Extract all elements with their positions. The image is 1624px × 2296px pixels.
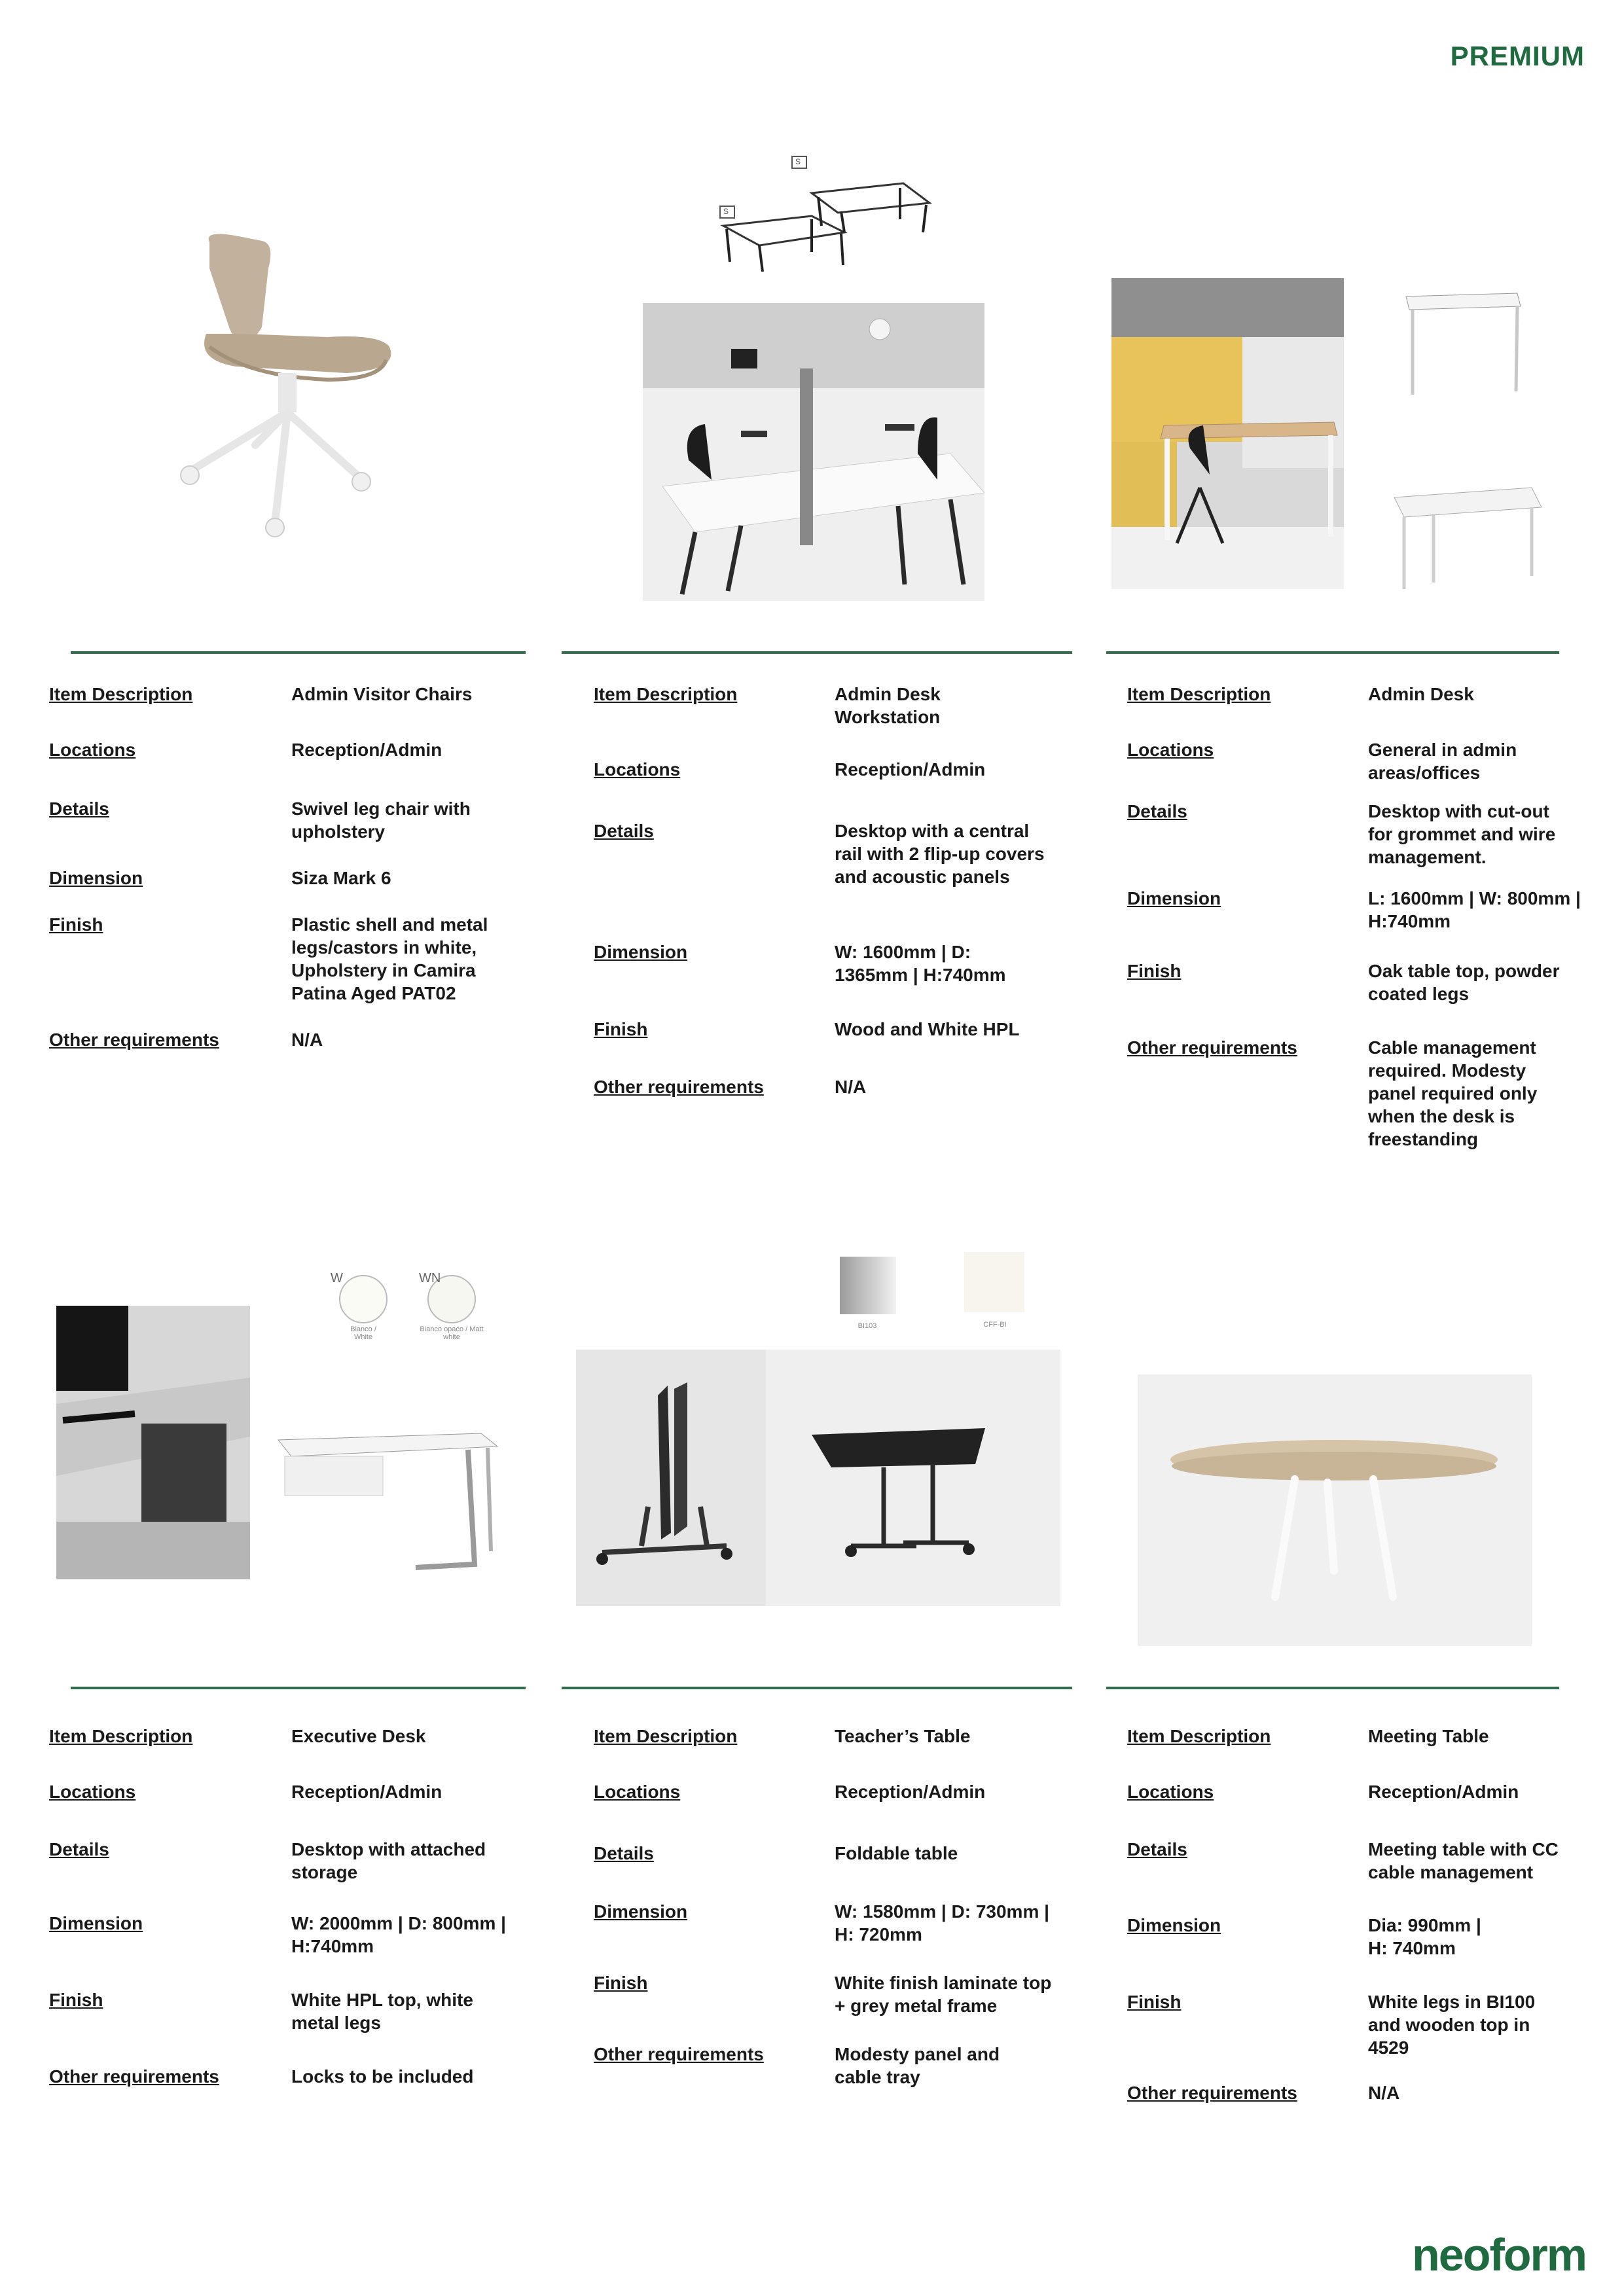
swatch-matt-white-code: WN — [419, 1271, 441, 1285]
finish-value: Oak table top, powder coated legs — [1368, 961, 1560, 1004]
finish-value: Wood and White HPL — [835, 1019, 1020, 1039]
swatch-bi103-label: BI103 — [857, 1322, 877, 1330]
label-other-requirements: Other requirements — [594, 1077, 764, 1097]
label-item-description: Item Description — [594, 1726, 738, 1746]
label-locations: Locations — [1127, 740, 1214, 760]
item-description-value: Teacher’s Table — [835, 1726, 971, 1746]
executive-desk-photo — [56, 1306, 250, 1579]
other-requirements-value: Cable management required. Modesty panel required only when the desk is freestanding — [1368, 1037, 1538, 1149]
item-description-value: Executive Desk — [291, 1726, 426, 1746]
label-item-description: Item Description — [1127, 1726, 1271, 1746]
diagram-label-b: S — [723, 207, 729, 216]
item-description-value: Admin Desk Workstation — [835, 684, 941, 727]
label-details: Details — [1127, 1839, 1187, 1859]
details-value: Swivel leg chair with upholstery — [291, 798, 471, 842]
locations-value: Reception/Admin — [291, 1782, 442, 1802]
locations-value: General in admin areas/offices — [1368, 740, 1517, 783]
label-locations: Locations — [1127, 1782, 1214, 1802]
swatch-cff-bi-label: CFF-BI — [983, 1321, 1007, 1329]
divider-2 — [562, 651, 1072, 654]
label-dimension: Dimension — [594, 942, 688, 962]
divider-3 — [1106, 651, 1559, 654]
other-requirements-value: N/A — [1368, 2083, 1400, 2103]
dimension-value: W: 1600mm | D: 1365mm | H:740mm — [835, 942, 1006, 985]
details-value: Desktop with a central rail with 2 flip-up covers and acoustic panels — [835, 821, 1045, 887]
meeting-table-photo — [1138, 1374, 1532, 1646]
admin-desk-sketch-2 — [1391, 471, 1542, 592]
label-item-description: Item Description — [594, 684, 738, 704]
label-other-requirements: Other requirements — [49, 2066, 219, 2087]
diagram-label-a: S — [795, 157, 801, 166]
label-finish: Finish — [594, 1973, 648, 1993]
item-description-value: Admin Visitor Chairs — [291, 684, 473, 704]
other-requirements-value: Modesty panel and cable tray — [835, 2044, 1000, 2087]
label-finish: Finish — [594, 1019, 648, 1039]
label-locations: Locations — [594, 759, 681, 780]
admin-desk-sketch-1 — [1399, 290, 1524, 401]
details-value: Desktop with attached storage — [291, 1839, 486, 1882]
dimension-value: W: 1580mm | D: 730mm | H: 720mm — [835, 1901, 1049, 1945]
finish-value: White legs in BI100 and wooden top in 4529 — [1368, 1992, 1536, 2058]
swatch-white-code: W — [331, 1271, 343, 1285]
visitor-chair-image — [164, 229, 412, 543]
label-finish: Finish — [1127, 961, 1182, 981]
details-value: Desktop with cut-out for grommet and wire management. — [1368, 801, 1556, 867]
label-locations: Locations — [49, 1782, 136, 1802]
locations-value: Reception/Admin — [835, 759, 986, 780]
divider-4 — [71, 1687, 526, 1689]
finish-value: White HPL top, white metal legs — [291, 1990, 473, 2033]
label-item-description: Item Description — [49, 684, 193, 704]
dimension-value: Siza Mark 6 — [291, 868, 391, 888]
label-other-requirements: Other requirements — [49, 1030, 219, 1050]
label-dimension: Dimension — [1127, 888, 1221, 908]
label-details: Details — [1127, 801, 1187, 821]
label-details: Details — [49, 1839, 109, 1859]
locations-value: Reception/Admin — [1368, 1782, 1519, 1802]
workstation-line-diagram — [713, 154, 936, 272]
label-details: Details — [594, 821, 654, 841]
label-dimension: Dimension — [49, 868, 143, 888]
details-value: Meeting table with CC cable management — [1368, 1839, 1559, 1882]
dimension-value: W: 2000mm | D: 800mm | H:740mm — [291, 1913, 506, 1956]
label-dimension: Dimension — [1127, 1915, 1221, 1935]
workstation-office-photo — [643, 303, 984, 601]
label-locations: Locations — [49, 740, 136, 760]
swatch-bi103 — [840, 1257, 896, 1314]
label-dimension: Dimension — [49, 1913, 143, 1933]
locations-value: Reception/Admin — [835, 1782, 986, 1802]
label-item-description: Item Description — [1127, 684, 1271, 704]
item-description-value: Admin Desk — [1368, 684, 1474, 704]
label-finish: Finish — [49, 914, 103, 935]
label-finish: Finish — [49, 1990, 103, 2010]
premium-badge: PREMIUM — [1450, 41, 1585, 71]
label-other-requirements: Other requirements — [1127, 2083, 1297, 2103]
other-requirements-value: N/A — [291, 1030, 323, 1050]
locations-value: Reception/Admin — [291, 740, 442, 760]
divider-5 — [562, 1687, 1072, 1689]
divider-1 — [71, 651, 526, 654]
label-details: Details — [49, 798, 109, 819]
dimension-value: L: 1600mm | W: 800mm | H:740mm — [1368, 888, 1581, 931]
label-finish: Finish — [1127, 1992, 1182, 2012]
swatch-cff-bi — [964, 1252, 1024, 1312]
admin-desk-photo — [1111, 278, 1344, 589]
label-locations: Locations — [594, 1782, 681, 1802]
label-other-requirements: Other requirements — [1127, 1037, 1297, 1058]
finish-value: White finish laminate top + grey metal frame — [835, 1973, 1052, 2016]
label-dimension: Dimension — [594, 1901, 688, 1922]
label-other-requirements: Other requirements — [594, 2044, 764, 2064]
executive-desk-sketch — [272, 1420, 501, 1571]
details-value: Foldable table — [835, 1843, 958, 1863]
item-description-value: Meeting Table — [1368, 1726, 1489, 1746]
finish-value: Plastic shell and metal legs/castors in white, Upholstery in Camira Patina Aged PAT02 — [291, 914, 488, 1003]
other-requirements-value: Locks to be included — [291, 2066, 474, 2087]
divider-6 — [1106, 1687, 1559, 1689]
swatch-matt-white-name: Bianco opaco / Matt white — [420, 1325, 484, 1341]
label-item-description: Item Description — [49, 1726, 193, 1746]
other-requirements-value: N/A — [835, 1077, 867, 1097]
swatch-white-name: Bianco / White — [350, 1325, 376, 1341]
label-details: Details — [594, 1843, 654, 1863]
neoform-logo: neoform — [1412, 2229, 1586, 2280]
dimension-value: Dia: 990mm | H: 740mm — [1368, 1915, 1481, 1958]
teacher-table-photo — [576, 1350, 1060, 1606]
swatch-white — [337, 1273, 389, 1325]
